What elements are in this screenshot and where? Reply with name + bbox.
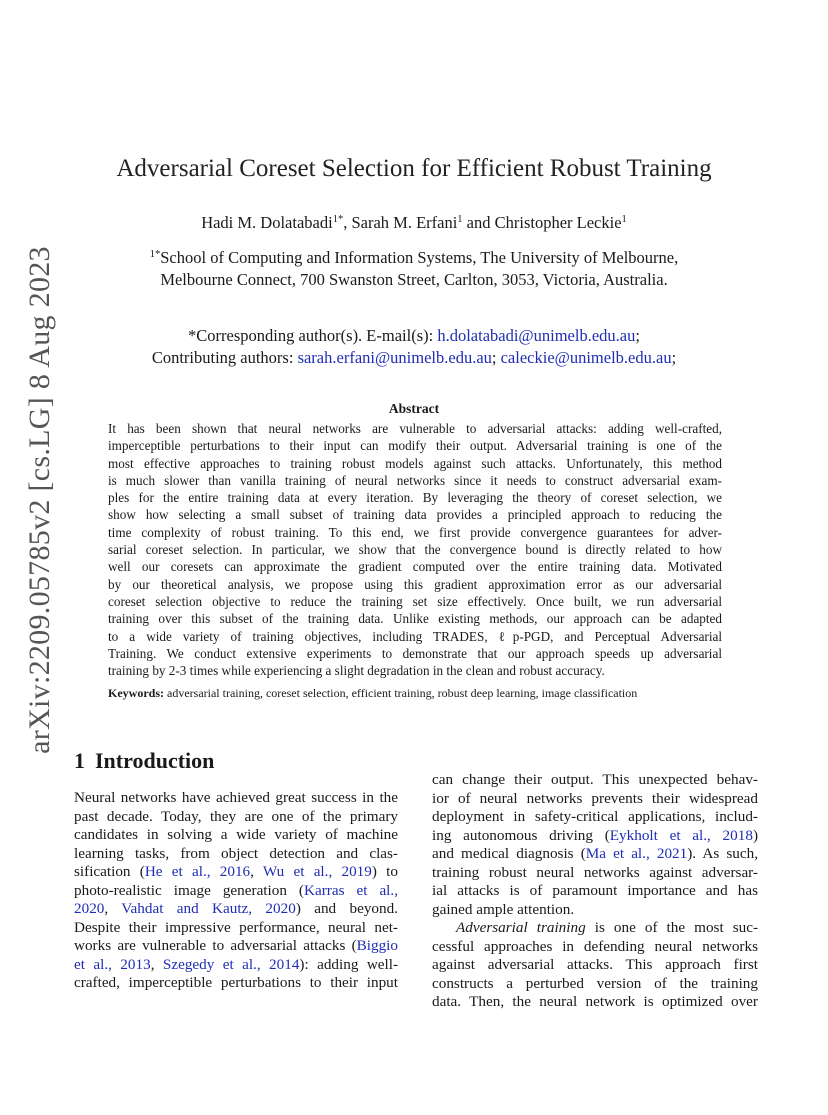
text-span: ial attacks is of paramount importance and has bbox=[432, 882, 758, 899]
text-line bbox=[432, 808, 758, 827]
text-span: ) to bbox=[371, 863, 398, 880]
text-line bbox=[432, 845, 758, 864]
punctuation: ; bbox=[491, 348, 501, 367]
text-line bbox=[74, 845, 398, 864]
abstract-heading: Abstract bbox=[388, 401, 440, 416]
affiliation-line bbox=[0, 247, 828, 269]
text-line bbox=[74, 974, 398, 993]
text-span: Neural networks have achieved great success in the bbox=[74, 789, 398, 806]
body-column-right bbox=[432, 771, 758, 1012]
author-name: Hadi M. Dolatabadi bbox=[201, 213, 333, 232]
keywords-label: Keywords: bbox=[108, 686, 164, 700]
corresponding-label: *Corresponding author(s). E-mail(s): bbox=[188, 326, 438, 345]
abstract-line: time complexity of robust training. To this end, we first provide convergence guarantees for adver- bbox=[108, 524, 722, 540]
text-line bbox=[74, 808, 398, 827]
text-span: ing autonomous driving ( bbox=[432, 826, 610, 844]
email-link[interactable]: caleckie@unimelb.edu.au bbox=[500, 348, 672, 367]
text-span: ). As such, bbox=[687, 845, 759, 862]
text-span: , bbox=[250, 863, 263, 880]
text-line bbox=[432, 956, 758, 975]
abstract-line: imperceptible perturbations to their input can modify their output. Adversarial training is one of the bbox=[108, 438, 722, 454]
text-line bbox=[432, 864, 758, 883]
text-span: past decade. Today, they are one of the primary bbox=[74, 807, 398, 825]
affiliation-line: Melbourne Connect, 700 Swanston Street, Carlton, 3053, Victoria, Australia. bbox=[160, 270, 668, 289]
text-span: and medical diagnosis ( bbox=[432, 845, 586, 862]
abstract-body bbox=[108, 420, 722, 679]
text-span: constructs a perturbed version of the training bbox=[432, 974, 758, 992]
body-column-left bbox=[74, 789, 398, 993]
affiliation-text: School of Computing and Information Systems, The University of Melbourne, bbox=[160, 248, 679, 267]
text-span: data. Then, the neural network is optimized over bbox=[432, 993, 758, 1010]
text-span: gained ample attention. bbox=[432, 900, 575, 918]
text-span: Despite their impressive performance, neural net- bbox=[74, 918, 398, 936]
text-span: ) bbox=[752, 826, 758, 844]
text-span: , bbox=[150, 955, 163, 973]
text-line bbox=[432, 790, 758, 809]
abstract-line: training over this subset of the training data. Unlike existing methods, our approach can be adapted bbox=[108, 611, 722, 627]
abstract-line: Training. We conduct extensive experiments to demonstrate that our approach speeds up adversarial bbox=[108, 645, 722, 661]
punctuation: ; bbox=[671, 348, 677, 367]
author-name: Sarah M. Erfani bbox=[351, 213, 458, 232]
citation-link[interactable]: 2020 bbox=[74, 900, 105, 917]
text-span: ior of neural networks prevents their widespread bbox=[432, 789, 758, 807]
abstract-line: is much slower than vanilla training of neural networks since it needs to construct adversarial exam- bbox=[108, 472, 722, 488]
text-span: photo-realistic image generation ( bbox=[74, 881, 304, 899]
abstract-line: show how selecting a small subset of training data provides a principled approach to reducing the bbox=[108, 507, 722, 523]
text-span: works are vulnerable to adversarial attacks ( bbox=[74, 937, 357, 954]
abstract-line: sarial coreset selection. In particular, we show that the convergence bound is directly related to how bbox=[108, 542, 722, 558]
citation-link[interactable]: Eykholt et al., 2018 bbox=[609, 826, 753, 844]
citation-link[interactable]: Vahdat and Kautz, 2020 bbox=[121, 900, 296, 917]
text-line bbox=[74, 863, 398, 882]
section-number: 1 bbox=[74, 748, 85, 773]
text-line bbox=[74, 956, 398, 975]
text-line bbox=[432, 938, 758, 957]
author-affil-mark: 1 bbox=[621, 214, 627, 225]
text-line bbox=[74, 789, 398, 808]
text-span: ) and beyond. bbox=[295, 900, 398, 917]
text-line bbox=[74, 882, 398, 901]
abstract-line: well our coresets can approximate the gradient computed over the entire training data. Motivated bbox=[108, 559, 722, 575]
punctuation: ; bbox=[635, 326, 640, 345]
text-span: candidates in solving a wide variety of machine bbox=[74, 826, 398, 843]
text-line bbox=[432, 771, 758, 790]
text-span: training robust neural networks against adversar- bbox=[432, 863, 758, 881]
keywords bbox=[108, 686, 728, 701]
abstract-line: ples for the entire training data at every iteration. By leveraging the theory of coreset selection, we bbox=[108, 490, 722, 506]
author-affil-mark: 1* bbox=[332, 214, 344, 225]
citation-link[interactable]: He et al., 2016 bbox=[144, 863, 251, 880]
abstract-line: It has been shown that neural networks are vulnerable to adversarial attacks: adding well-crafted, bbox=[108, 421, 722, 436]
citation-link[interactable]: Szegedy et al., 2014 bbox=[162, 955, 300, 973]
keywords-text: adversarial training, coreset selection, efficient training, robust deep learning, image classification bbox=[164, 686, 638, 700]
text-span: crafted, imperceptible perturbations to their input bbox=[74, 974, 398, 991]
text-line bbox=[74, 826, 398, 845]
text-line bbox=[432, 827, 758, 846]
text-line bbox=[74, 937, 398, 956]
contributing-authors-line bbox=[0, 347, 828, 369]
email-link[interactable]: h.dolatabadi@unimelb.edu.au bbox=[437, 326, 636, 345]
text-line bbox=[432, 975, 758, 994]
abstract-line: by our theoretical analysis, we propose using this gradient approximation error as our adversarial bbox=[108, 576, 722, 592]
emphasis-text: Adversarial training bbox=[456, 919, 586, 936]
text-span: against adversarial attacks. This approach first bbox=[432, 956, 758, 973]
text-span: , bbox=[104, 900, 122, 917]
text-span: sification ( bbox=[74, 863, 145, 880]
section-heading bbox=[74, 748, 214, 774]
text-line bbox=[432, 919, 758, 938]
citation-link[interactable]: Wu et al., 2019 bbox=[262, 863, 372, 880]
paper-title: Adversarial Coreset Selection for Efficient Robust Training bbox=[116, 155, 712, 182]
arxiv-identifier: arXiv:2209.05785v2 [cs.LG] 8 Aug 2023 bbox=[23, 246, 56, 754]
text-span: is one of the most suc- bbox=[585, 919, 759, 936]
citation-link[interactable]: Biggio bbox=[356, 937, 398, 954]
author-list bbox=[0, 213, 828, 233]
text-span: ): adding well- bbox=[299, 955, 399, 973]
abstract-line: coreset selection objective to reduce the training set size effectively. Once built, we run adversarial bbox=[108, 593, 722, 609]
corresponding-author-line bbox=[0, 325, 828, 347]
citation-link[interactable]: et al., 2013 bbox=[74, 955, 151, 973]
text-line bbox=[432, 901, 758, 920]
affiliation bbox=[0, 247, 828, 291]
contact-info bbox=[0, 325, 828, 369]
text-span: can change their output. This unexpected behav- bbox=[432, 771, 758, 788]
text-span: learning tasks, from object detection and clas- bbox=[74, 844, 398, 862]
email-link[interactable]: sarah.erfani@unimelb.edu.au bbox=[297, 348, 492, 367]
abstract-line: training by 2-3 times while experiencing a slight degradation in the clean and robust accuracy. bbox=[108, 663, 605, 679]
text-line bbox=[74, 919, 398, 938]
text-line bbox=[74, 900, 398, 919]
abstract-line: most effective approaches to training robust models against such attacks. Unfortunately, this method bbox=[108, 455, 722, 471]
text-span: cessful approaches in defending neural networks bbox=[432, 937, 758, 955]
author-affil-mark: 1 bbox=[457, 214, 463, 225]
author-separator: , bbox=[343, 213, 352, 232]
author-separator: and bbox=[462, 213, 495, 232]
abstract-line: to a wide variety of training objectives, including TRADES, ℓp-PGD, and Perceptual Adversarial bbox=[108, 628, 722, 644]
section-title: Introduction bbox=[95, 748, 215, 773]
text-span: deployment in safety-critical applications, includ- bbox=[432, 808, 758, 825]
citation-link[interactable]: Ma et al., 2021 bbox=[585, 845, 688, 862]
author-name: Christopher Leckie bbox=[494, 213, 622, 232]
contributing-label: Contributing authors: bbox=[151, 348, 298, 367]
affiliation-mark: 1* bbox=[149, 249, 161, 260]
text-line bbox=[432, 882, 758, 901]
citation-link[interactable]: Karras et al., bbox=[304, 881, 398, 899]
text-line bbox=[432, 993, 758, 1012]
